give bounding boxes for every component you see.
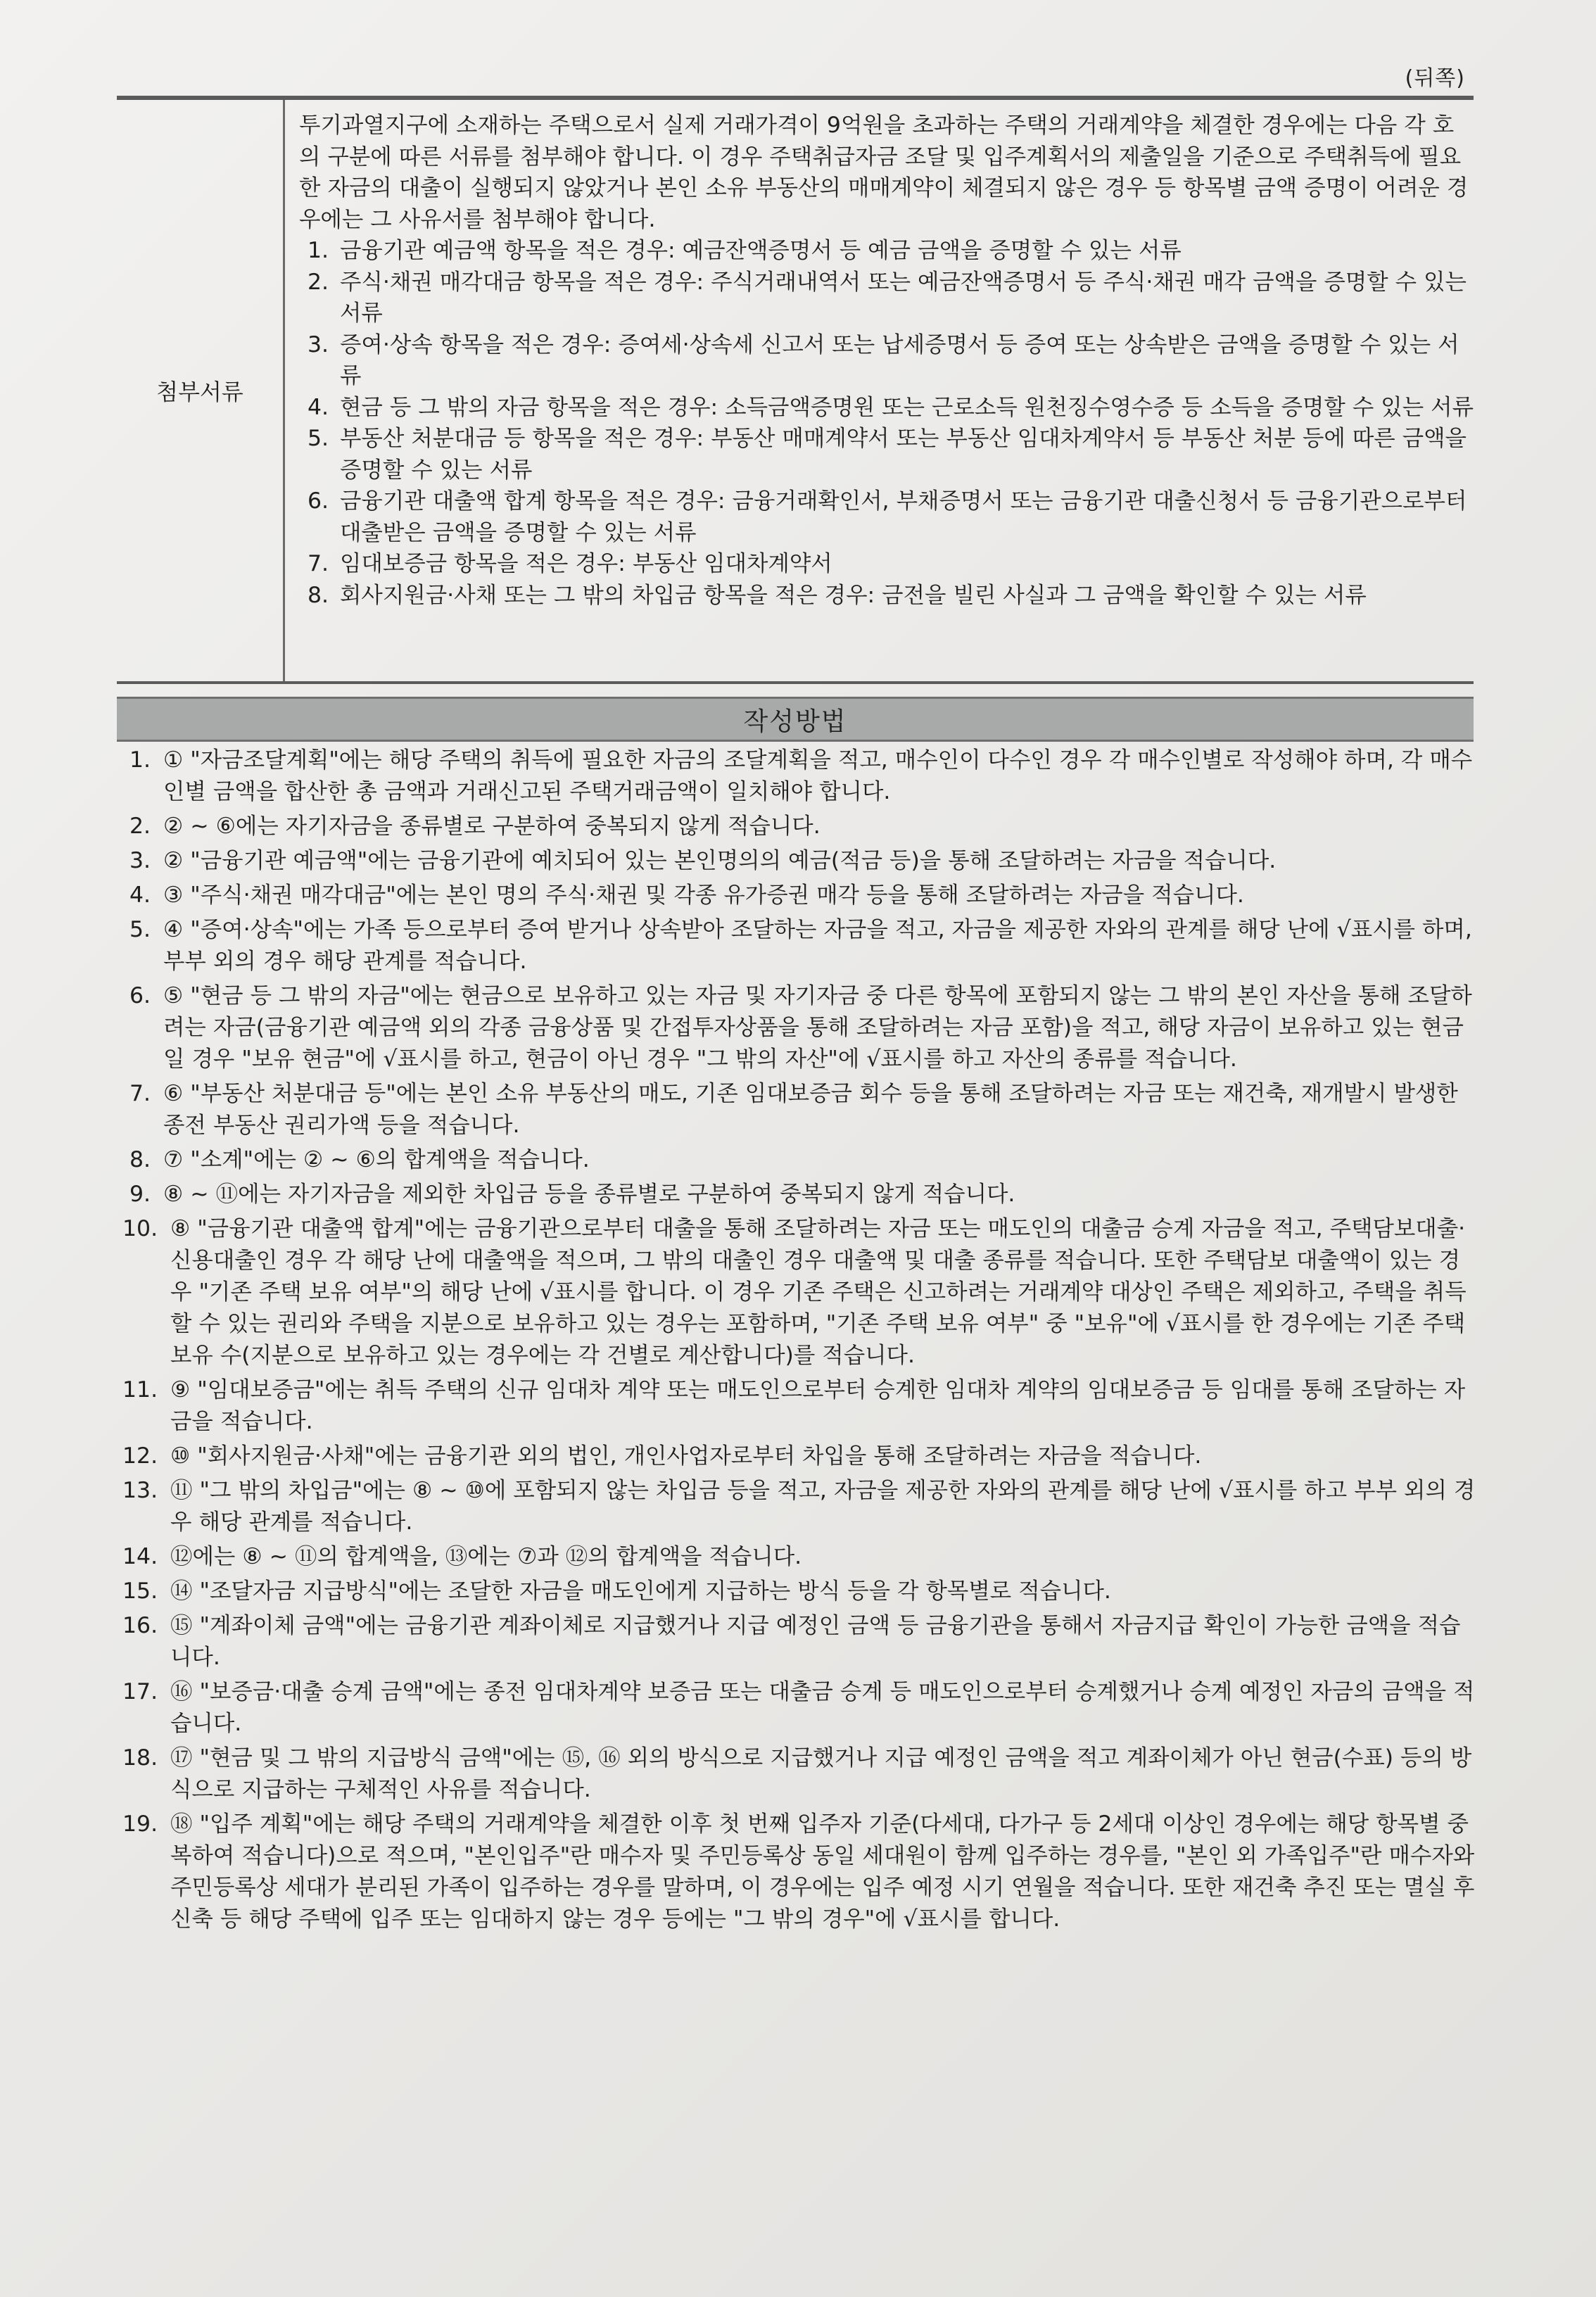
attachments-content — [285, 100, 1474, 681]
attachments-list — [299, 235, 1474, 611]
method-item — [120, 1374, 1476, 1438]
attachment-item-number: 5. — [308, 426, 329, 451]
method-item-number: 16. — [122, 1613, 158, 1638]
attachment-item-number: 2. — [308, 269, 329, 295]
method-item — [120, 980, 1476, 1075]
attachments-label: 첨부서류 — [117, 100, 285, 681]
attachments-intro: 투기과열지구에 소재하는 주택으로서 실제 거래가격이 9억원을 초과하는 주택의 거래계약을 체결한 경우에는 다음 각 호의 구분에 따른 서류를 첨부해야 합니다. 이 경우 주택취급자금 조달 및 입주계획서의 제출일을 기준으로 주택취득에 필요한 자금의 대출이 실행되지 않았거나 본인 소유 부동산의 매매계약이 체결되지 않은 경우 등 항목별 금액 증명이 어려운 경우에는 그 사유서를 첨부해야 합니다. — [299, 113, 1469, 232]
method-item — [120, 914, 1476, 977]
attachment-item — [308, 423, 1474, 486]
method-item — [120, 1475, 1476, 1538]
method-item-text: ⑦ "소계"에는 ② ~ ⑥의 합계액을 적습니다. — [163, 1147, 590, 1172]
method-item — [120, 1610, 1476, 1673]
method-item — [120, 1541, 1476, 1573]
method-item-text: ③ "주식·채권 매각대금"에는 본인 명의 주식·채권 및 각종 유가증권 매각 등을 통해 조달하려는 자금을 적습니다. — [163, 882, 1244, 908]
method-item — [120, 1441, 1476, 1472]
attachment-item — [308, 548, 1474, 580]
attachment-item-text: 회사지원금·사채 또는 그 밖의 차입금 항목을 적은 경우: 금전을 빌린 사실과 그 금액을 확인할 수 있는 서류 — [340, 582, 1367, 608]
attachment-item-text: 현금 등 그 밖의 자금 항목을 적은 경우: 소득금액증명원 또는 근로소득 원천징수영수증 등 소득을 증명할 수 있는 서류 — [340, 394, 1474, 420]
attachment-item — [308, 392, 1474, 424]
method-item-text: ⑥ "부동산 처분대금 등"에는 본인 소유 부동산의 매도, 기존 임대보증금 회수 등을 통해 조달하려는 자금 또는 재건축, 재개발시 발생한 종전 부동산 권리가액 등을 적습니다. — [163, 1081, 1458, 1138]
attachment-item-text: 부동산 처분대금 등 항목을 적은 경우: 부동산 매매계약서 또는 부동산 임대차계약서 등 부동산 처분 등에 따른 금액을 증명할 수 있는 서류 — [340, 426, 1467, 483]
method-item-text: ⑩ "회사지원금·사채"에는 금융기관 외의 법인, 개인사업자로부터 차입을 통해 조달하려는 자금을 적습니다. — [170, 1443, 1202, 1469]
attachment-item-number: 7. — [308, 551, 329, 576]
method-item-text: ① "자금조달계획"에는 해당 주택의 취득에 필요한 자금의 조달계획을 적고, 매수인이 다수인 경우 각 매수인별로 작성해야 하며, 각 매수인별 금액을 합산한 총 금액과 거래신고된 주택거래금액이 일치해야 합니다. — [163, 747, 1473, 804]
method-list — [120, 745, 1476, 1938]
method-item-text: ⑤ "현금 등 그 밖의 자금"에는 현금으로 보유하고 있는 자금 및 자기자금 중 다른 항목에 포함되지 않는 그 밖의 본인 자산을 통해 조달하려는 자금(금융기관 예금액 외의 각종 금융상품 및 간접투자상품을 통해 조달하려는 자금 포함)을 적고, 해당 자금이 보유하고 있는 현금일 경우 "보유 현금"에 √표시를 하고, 현금이 아닌 경우 "그 밖의 자산"에 √표시를 하고 자산의 종류를 적습니다. — [163, 983, 1472, 1072]
method-item-number: 6. — [129, 983, 151, 1008]
method-item — [120, 1213, 1476, 1372]
attachment-item — [308, 235, 1474, 267]
method-item-text: ⑮ "계좌이체 금액"에는 금융기관 계좌이체로 지급했거나 지급 예정인 금액 등 금융기관을 통해서 자금지급 확인이 가능한 금액을 적습니다. — [170, 1613, 1461, 1670]
method-item-number: 14. — [122, 1544, 158, 1569]
attachment-item-number: 3. — [308, 331, 329, 357]
attachments-table — [117, 100, 1474, 684]
method-item-number: 13. — [122, 1478, 158, 1503]
method-item-number: 17. — [122, 1679, 158, 1704]
method-item-number: 11. — [122, 1377, 158, 1403]
method-item-number: 3. — [129, 848, 151, 873]
attachment-item-number: 1. — [308, 238, 329, 263]
method-item-number: 9. — [129, 1182, 151, 1207]
method-item-text: ⑱ "입주 계획"에는 해당 주택의 거래계약을 체결한 이후 첫 번째 입주자 기준(다세대, 다가구 등 2세대 이상인 경우에는 해당 항목별 중복하여 적습니다)으로 적으며, "본인입주"란 매수자 및 주민등록상 동일 세대원이 함께 입주하는 경우를, "본인 외 가족입주"란 매수자와 주민등록상 세대가 분리된 가족이 입주하는 경우를 말하며, 이 경우에는 입주 예정 시기 연월을 적습니다. 또한 재건축 추진 또는 멸실 후 신축 등 해당 주택에 입주 또는 임대하지 않는 경우 등에는 "그 밖의 경우"에 √표시를 합니다. — [170, 1811, 1475, 1932]
method-title: 작성방법 — [117, 697, 1474, 742]
method-item-text: ⑰ "현금 및 그 밖의 지급방식 금액"에는 ⑮, ⑯ 외의 방식으로 지급했거나 지급 예정인 금액을 적고 계좌이체가 아닌 현금(수표) 등의 방식으로 지급하는 구체적인 사유를 적습니다. — [170, 1745, 1472, 1802]
attachment-item-text: 증여·상속 항목을 적은 경우: 증여세·상속세 신고서 또는 납세증명서 등 증여 또는 상속받은 금액을 증명할 수 있는 서류 — [340, 331, 1459, 388]
method-item-number: 8. — [129, 1147, 151, 1172]
method-item-number: 1. — [129, 747, 151, 773]
method-item-text: ⑪ "그 밖의 차입금"에는 ⑧ ~ ⑩에 포함되지 않는 차입금 등을 적고, 자금을 제공한 자와의 관계를 해당 난에 √표시를 하고 부부 외의 경우 해당 관계를 적습니다. — [170, 1478, 1476, 1535]
method-item-number: 15. — [122, 1578, 158, 1604]
method-item — [120, 811, 1476, 842]
method-item — [120, 1742, 1476, 1806]
method-item — [120, 1078, 1476, 1141]
attachment-item-text: 금융기관 대출액 합계 항목을 적은 경우: 금융거래확인서, 부채증명서 또는 금융기관 대출신청서 등 금융기관으로부터 대출받은 금액을 증명할 수 있는 서류 — [340, 488, 1467, 545]
method-item-number: 5. — [129, 917, 151, 942]
method-item — [120, 1676, 1476, 1740]
method-item-text: ⑫에는 ⑧ ~ ⑪의 합계액을, ⑬에는 ⑦과 ⑫의 합계액을 적습니다. — [170, 1544, 802, 1569]
attachment-item-number: 6. — [308, 488, 329, 514]
method-item-number: 19. — [122, 1811, 158, 1837]
method-item — [120, 1144, 1476, 1176]
method-item-text: ⑧ "금융기관 대출액 합계"에는 금융기관으로부터 대출을 통해 조달하려는 자금 또는 매도인의 대출금 승계 자금을 적고, 주택담보대출·신용대출인 경우 각 해당 난에 대출액을 적으며, 그 밖의 대출인 경우 대출액 및 대출 종류를 적습니다. 또한 주택담보 대출액이 있는 경우 "기존 주택 보유 여부"의 해당 난에 √표시를 합니다. 이 경우 기존 주택은 신고하려는 거래계약 대상인 주택은 제외하고, 주택을 취득할 수 있는 권리와 주택을 지분으로 보유하고 있는 경우는 포함하며, "기존 주택 보유 여부" 중 "보유"에 √표시를 한 경우에는 기존 주택 보유 수(지분으로 보유하고 있는 경우에는 각 건별로 계산합니다)를 적습니다. — [170, 1216, 1467, 1368]
method-item-text: ⑭ "조달자금 지급방식"에는 조달한 자금을 매도인에게 지급하는 방식 등을 각 항목별로 적습니다. — [170, 1578, 1111, 1604]
attachment-item — [308, 486, 1474, 548]
method-item — [120, 1809, 1476, 1935]
attachment-item-text: 임대보증금 항목을 적은 경우: 부동산 임대차계약서 — [340, 551, 832, 576]
page-side-label: (뒤쪽) — [1405, 66, 1465, 91]
method-item-number: 12. — [122, 1443, 158, 1469]
method-item — [120, 880, 1476, 911]
method-item-text: ② "금융기관 예금액"에는 금융기관에 예치되어 있는 본인명의의 예금(적금 등)을 통해 조달하려는 자금을 적습니다. — [163, 848, 1277, 873]
method-item-text: ⑯ "보증금·대출 승계 금액"에는 종전 임대차계약 보증금 또는 대출금 승계 등 매도인으로부터 승계했거나 승계 예정인 자금의 금액을 적습니다. — [170, 1679, 1475, 1736]
method-item-number: 7. — [129, 1081, 151, 1106]
method-item — [120, 1576, 1476, 1607]
method-item-number: 4. — [129, 882, 151, 908]
method-item — [120, 745, 1476, 808]
attachment-item-number: 8. — [308, 582, 329, 608]
method-item — [120, 1179, 1476, 1210]
method-item-text: ② ~ ⑥에는 자기자금을 종류별로 구분하여 중복되지 않게 적습니다. — [163, 814, 821, 839]
method-item — [120, 845, 1476, 877]
method-item-number: 18. — [122, 1745, 158, 1771]
method-item-number: 10. — [122, 1216, 158, 1241]
method-item-text: ⑨ "임대보증금"에는 취득 주택의 신규 임대차 계약 또는 매도인으로부터 승계한 임대차 계약의 임대보증금 등 임대를 통해 조달하는 자금을 적습니다. — [170, 1377, 1466, 1434]
method-item-text: ④ "증여·상속"에는 가족 등으로부터 증여 받거나 상속받아 조달하는 자금을 적고, 자금을 제공한 자와의 관계를 해당 난에 √표시를 하며, 부부 외의 경우 해당 관계를 적습니다. — [163, 917, 1472, 974]
attachment-item — [308, 329, 1474, 392]
attachment-item-text: 주식·채권 매각대금 항목을 적은 경우: 주식거래내역서 또는 예금잔액증명서 등 주식·채권 매각 금액을 증명할 수 있는 서류 — [340, 269, 1467, 326]
attachment-item-number: 4. — [308, 394, 329, 420]
attachment-item — [308, 267, 1474, 329]
method-item-text: ⑧ ~ ⑪에는 자기자금을 제외한 차입금 등을 종류별로 구분하여 중복되지 않게 적습니다. — [163, 1182, 1015, 1207]
attachment-item-text: 금융기관 예금액 항목을 적은 경우: 예금잔액증명서 등 예금 금액을 증명할 수 있는 서류 — [340, 238, 1182, 263]
method-item-number: 2. — [129, 814, 151, 839]
attachment-item — [308, 580, 1474, 612]
